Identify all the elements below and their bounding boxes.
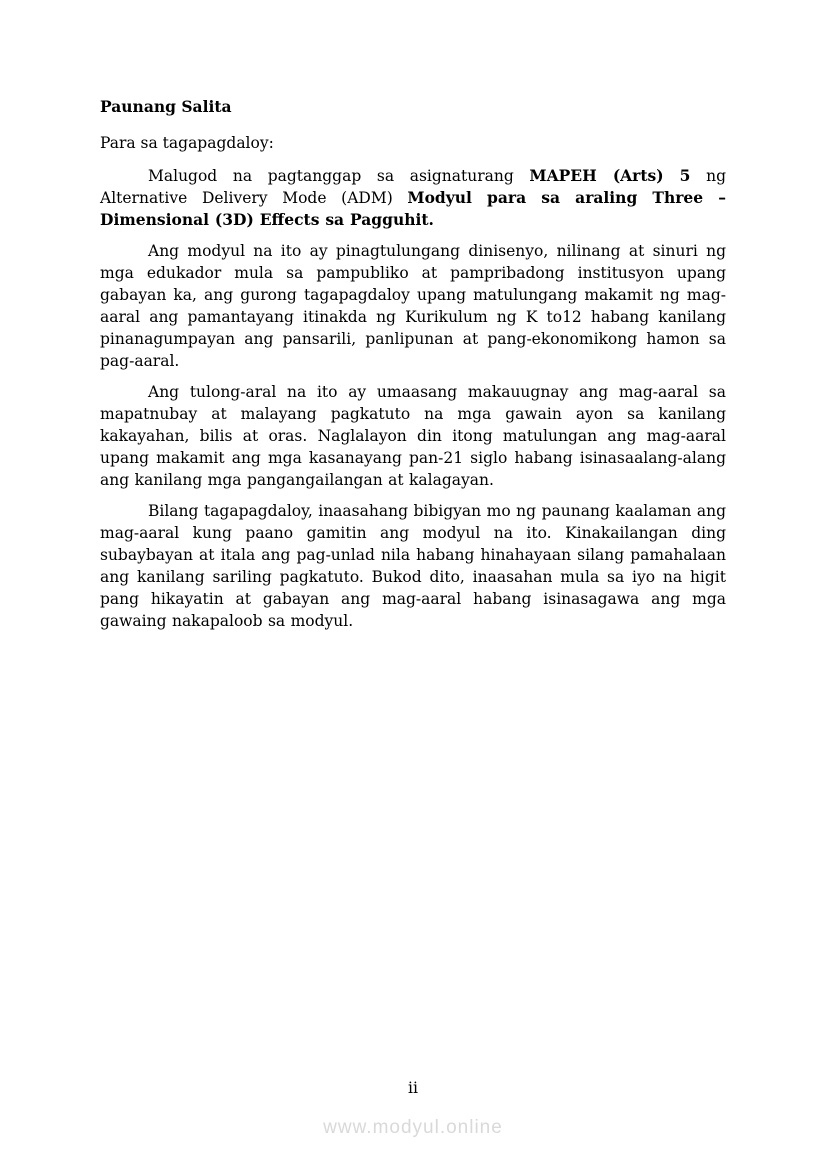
- watermark: www.modyul.online: [323, 1117, 503, 1138]
- paragraph-learning-aid: Ang tulong-aral na ito ay umaasang makauugnay ang mag-aaral sa mapatnubay at malayang pagkatuto na mga gawain ayon sa kanilang kakayahan, bilis at oras. Naglalayon din itong matulungan ang mag-aaral upang makamit ang mga kasanayang pan-21 siglo habang isinasaalang-alang ang kanilang mga pangangailangan at kalagayan.: [100, 383, 726, 489]
- paragraph-welcome-text-2: ng Alternative Delivery Mode (ADM): [100, 167, 726, 207]
- page-content: [100, 96, 726, 641]
- page-number: ii: [408, 1079, 418, 1097]
- paragraph-welcome-text-1: Malugod na pagtanggap sa asignaturang: [148, 167, 530, 185]
- section-heading: Paunang Salita: [100, 97, 232, 116]
- paragraph-welcome-subject-bold: MAPEH (Arts) 5: [529, 166, 691, 185]
- paragraph-welcome-module-title-bold: Modyul para sa araling Three – Dimensional (3D) Effects sa Pagguhit.: [100, 188, 726, 229]
- paragraph-facilitator-role: Bilang tagapagdaloy, inaasahang bibigyan mo ng paunang kaalaman ang mag-aaral kung paano gamitin ang modyul na ito. Kinakailangan ding subaybayan at itala ang pag-unlad nila habang hinahayaan silang pamahalaan ang kanilang sariling pagkatuto. Bukod dito, inaasahan mula sa iyo na higit pang hikayatin at gabayan ang mag-aaral habang isinasagawa ang mga gawaing nakapaloob sa modyul.: [100, 502, 726, 630]
- salutation: Para sa tagapagdaloy:: [100, 134, 274, 152]
- paragraph-welcome: [100, 165, 726, 231]
- paragraph-module-design: Ang modyul na ito ay pinagtulungang dinisenyo, nilinang at sinuri ng mga edukador mula sa pampubliko at pampribadong institusyon upang gabayan ka, ang gurong tagapagdaloy upang matulungang makamit ng mag-aaral ang pamantayang itinakda ng Kurikulum ng K to12 habang kanilang pinanagumpayan ang pansarili, panlipunan at pang-ekonomikong hamon sa pag-aaral.: [100, 242, 726, 370]
